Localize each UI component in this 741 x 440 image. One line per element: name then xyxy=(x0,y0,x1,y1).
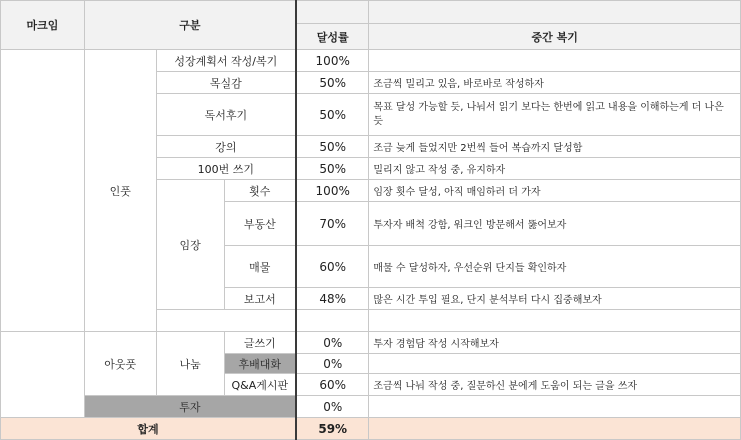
group-input[interactable]: 인풋 xyxy=(84,50,156,332)
total-rate[interactable]: 59% xyxy=(296,418,369,440)
rate-cell[interactable]: 60% xyxy=(296,246,369,288)
header-blank-cell[interactable] xyxy=(296,1,369,24)
memo-cell[interactable]: 목표 달성 가능할 듯, 나눠서 읽기 보다는 한번에 읽고 내용을 이해하는게 더 나은 듯 xyxy=(369,94,741,136)
category-cell[interactable]: 부동산 xyxy=(224,202,296,246)
rate-cell[interactable]: 50% xyxy=(296,136,369,158)
total-label[interactable]: 합계 xyxy=(1,418,297,440)
marking-cell[interactable] xyxy=(1,50,85,332)
category-cell[interactable] xyxy=(156,310,296,332)
category-cell[interactable]: 100번 쓰기 xyxy=(156,158,296,180)
memo-cell[interactable]: 조금 늦게 들었지만 2번씩 들어 복습까지 달성함 xyxy=(369,136,741,158)
rate-cell[interactable] xyxy=(296,310,369,332)
category-cell[interactable]: 목실감 xyxy=(156,72,296,94)
category-cell[interactable]: 횟수 xyxy=(224,180,296,202)
rate-cell[interactable]: 100% xyxy=(296,180,369,202)
memo-cell[interactable]: 투자자 배척 강함, 워크인 방문해서 뚫어보자 xyxy=(369,202,741,246)
header-category[interactable]: 구분 xyxy=(84,1,296,50)
category-cell[interactable]: 투자 xyxy=(84,396,296,418)
header-blank-cell[interactable] xyxy=(369,1,741,24)
group-output[interactable]: 아웃풋 xyxy=(84,332,156,396)
category-cell[interactable]: 글쓰기 xyxy=(224,332,296,354)
memo-cell[interactable]: 조금씩 나눠 작성 중, 질문하신 분에게 도움이 되는 글을 쓰자 xyxy=(369,374,741,396)
memo-cell[interactable] xyxy=(369,310,741,332)
memo-cell[interactable] xyxy=(369,396,741,418)
rate-cell[interactable]: 0% xyxy=(296,332,369,354)
rate-cell[interactable]: 100% xyxy=(296,50,369,72)
memo-cell[interactable]: 임장 횟수 달성, 아직 매임하러 더 가자 xyxy=(369,180,741,202)
memo-cell[interactable]: 조금씩 밀리고 있음, 바로바로 작성하자 xyxy=(369,72,741,94)
rate-cell[interactable]: 60% xyxy=(296,374,369,396)
group-sharing[interactable]: 나눔 xyxy=(156,332,224,396)
header-midterm[interactable]: 중간 복기 xyxy=(369,24,741,50)
memo-cell[interactable]: 많은 시간 투입 필요, 단지 분석부터 다시 집중해보자 xyxy=(369,288,741,310)
rate-cell[interactable]: 50% xyxy=(296,158,369,180)
rate-cell[interactable]: 0% xyxy=(296,354,369,374)
memo-cell[interactable]: 투자 경험담 작성 시작해보자 xyxy=(369,332,741,354)
category-cell[interactable]: 후배대화 xyxy=(224,354,296,374)
rate-cell[interactable]: 0% xyxy=(296,396,369,418)
group-imjang[interactable]: 임장 xyxy=(156,180,224,310)
rate-cell[interactable]: 70% xyxy=(296,202,369,246)
memo-cell[interactable] xyxy=(369,50,741,72)
rate-cell[interactable]: 48% xyxy=(296,288,369,310)
header-rate[interactable]: 달성률 xyxy=(296,24,369,50)
category-cell[interactable]: 보고서 xyxy=(224,288,296,310)
category-cell[interactable]: 강의 xyxy=(156,136,296,158)
category-cell[interactable]: 매물 xyxy=(224,246,296,288)
category-cell[interactable]: 성장계획서 작성/복기 xyxy=(156,50,296,72)
category-cell[interactable]: 독서후기 xyxy=(156,94,296,136)
header-marking[interactable]: 마크임 xyxy=(1,1,85,50)
rate-cell[interactable]: 50% xyxy=(296,72,369,94)
marking-cell[interactable] xyxy=(1,332,85,418)
memo-cell[interactable]: 매물 수 달성하자, 우선순위 단지들 확인하자 xyxy=(369,246,741,288)
category-cell[interactable]: Q&A게시판 xyxy=(224,374,296,396)
memo-cell[interactable] xyxy=(369,354,741,374)
rate-cell[interactable]: 50% xyxy=(296,94,369,136)
memo-cell[interactable]: 밀리지 않고 작성 중, 유지하자 xyxy=(369,158,741,180)
